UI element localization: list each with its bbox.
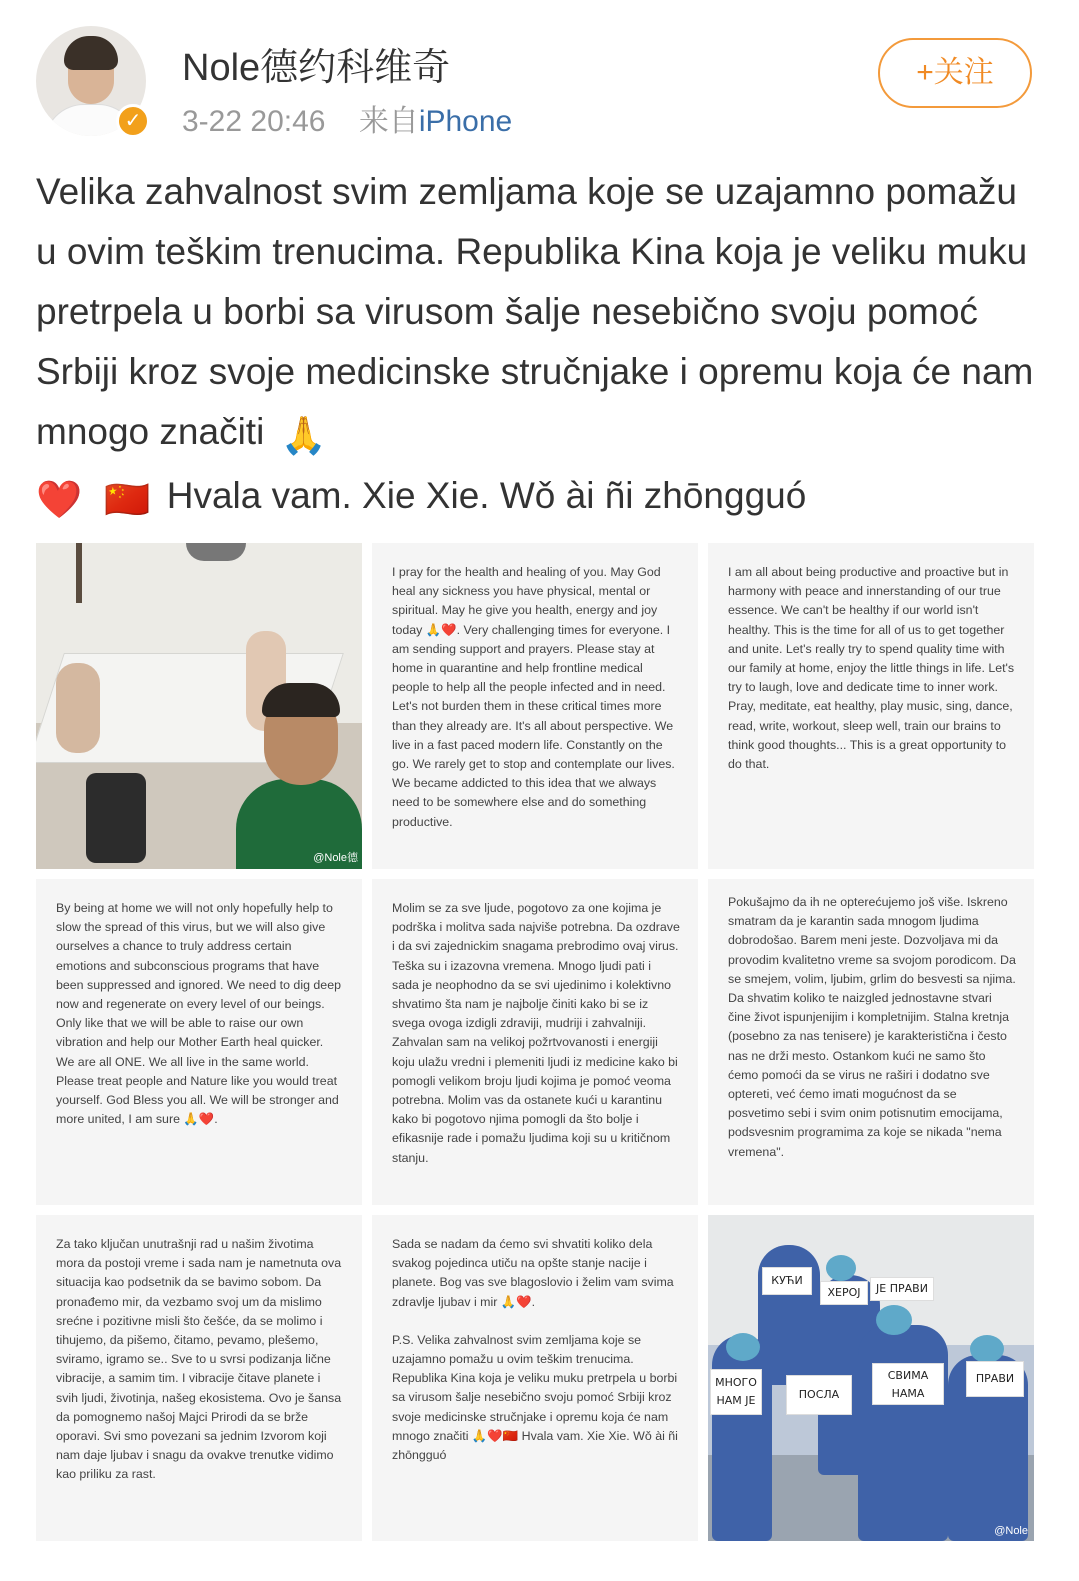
heart-emoji-icon: ❤️ [36, 479, 83, 520]
text-image-8[interactable] [372, 1215, 698, 1541]
post-text [36, 162, 1046, 530]
photo-sign: ПОСЛА [786, 1375, 852, 1415]
text-image-7[interactable] [36, 1215, 362, 1541]
post-time: 3-22 20:46 [182, 105, 326, 138]
china-flag-emoji-icon: 🇨🇳 [104, 479, 151, 520]
avatar[interactable] [36, 26, 146, 136]
photo-sign: КУЋИ [762, 1267, 812, 1295]
source-prefix: 来自 [358, 105, 419, 138]
text-image-content: By being at home we will not only hopefully help to slow the spread of this virus, but we will also give ourselves a chance to truly address certain emotions and subconscious programs that have been suppressed and ignored. We need to dig deep now and regenerate on every level of our beings. Only like that we will be able to raise our own vibration and help our Mother Earth heal quicker. We are all ONE. We all live in the same world. Please treat people and Nature like you would treat yourself. God Bless you all. We will be stronger and more united, I am sure 🙏❤️. [56, 901, 341, 1127]
text-image-6[interactable] [708, 879, 1034, 1205]
text-image-2[interactable] [372, 543, 698, 869]
post-text-end: Hvala vam. Xie Xie. Wǒ ài ñi zhōngguó [166, 475, 807, 516]
source-device[interactable]: iPhone [418, 105, 513, 138]
image-watermark: @Nole [994, 1525, 1028, 1537]
text-image-content [392, 1235, 680, 1465]
photo-sign: ХЕРОЈ [820, 1281, 868, 1305]
text-image-content: Pokušajmo da ih ne opterećujemo još više. Iskreno smatram da je karantin sada mnogom ljudima dobrodošao. Barem meni jeste. Dozvoljava mi da provodim kvalitetno vreme sa svojom porodicom. Da se smejem, volim, ljubim, grlim do besvesti sa njima. Da shvatim koliko te naizgled jednostavne stvari čine život ispunjenijim i kompletnijim. Stalna kretnja (posebno za nas tenisere) je karakteristična i često nas ne drži mesto. Ostankom kući ne samo što ćemo pomoći da se virus ne raširi i dodatno sve optereti, već ćemo imati mogućnost da se posvetimo sebi i svim onim potisnutim emocijama, podsvesnim programima za koje se nikada "nema vremena". [728, 895, 1016, 1159]
verified-badge-icon: ✓ [116, 104, 150, 138]
photo-sign: МНОГО НАМ ЈЕ [710, 1369, 762, 1415]
post-text-main: Velika zahvalnost svim zemljama koje se uzajamno pomažu u ovim teškim trenucima. Republika Kina koja je veliku muku pretrpela u borbi sa virusom šalje nesebično svoju pomoć Srbiji kroz svoje medicinske stručnjake i opremu koja će nam mnogo značiti [36, 171, 1034, 452]
text-image-4[interactable] [36, 879, 362, 1205]
photo-family-at-home[interactable] [36, 543, 362, 869]
text-image-paragraph: P.S. Velika zahvalnost svim zemljama koje se uzajamno pomažu u ovim teškim trenucima. Republika Kina koja je veliku muku pretrpela u borbi sa virusom šalje nesebično svoju pomoć Srbiji kroz svoje medicinske stručnjake i opremu koja će nam mnogo značiti 🙏❤️🇨🇳 Hvala vam. Xie Xie. Wǒ ài ñi zhōngguó [392, 1332, 678, 1463]
image-watermark: @Nole德 [313, 852, 358, 864]
post-meta [182, 96, 512, 140]
text-image-content: I am all about being productive and proactive but in harmony with peace and innerstanding of our true essence. We can't be healthy if our world isn't healthy. This is the time for all of us to get together and unite. Let's really try to spend quality time with our family at home, enjoy the little things in life. Let's try to laugh, love and dedicate time to inner work. Pray, meditate, eat healthy, play music, sing, dance, read, write, workout, sleep well, train our brains to think good thoughts... This is a great opportunity to do that. [728, 565, 1015, 772]
text-image-content: Za tako ključan unutrašnji rad u našim životima mora da postoji vreme i sada nam je nametnuta ova situacija kao podsetnik da se bavimo sobom. Da pronađemo mir, da vezbamo svoj um da mislimo srećne i pozitivne misli što češće, da se molimo i tihujemo, da pišemo, čitamo, pevamo, plešemo, sviramo, igramo se.. Sve to u svrsi podizanja lične vibracije, a samim tim. I vibracije čitave planete i svih ljudi, životinja, našeg ekosistema. Ovo je šansa da pomognemo našoj Majci Prirodi da se brže oporavi. Svi smo povezani sa jednim Izvorom koji nam daje ljubav i snagu da ovakve trenutke vidimo kao priliku za rast. [56, 1237, 342, 1482]
photo-medical-workers[interactable] [708, 1215, 1034, 1541]
photo-sign: СВИМА НАМА [872, 1363, 944, 1405]
text-image-paragraph: Sada se nadam da ćemo svi shvatiti koliko dela svakog pojedinca utiču na opšte stanje nacije i planete. Bog vas sve blagoslovio i želim vam svima zdravlje ljubav i mir 🙏❤️. [392, 1237, 674, 1309]
image-grid [36, 543, 1034, 1541]
text-image-5[interactable] [372, 879, 698, 1205]
text-image-content: Molim se za sve ljude, pogotovo za one kojima je podrška i molitva sada najviše potrebna. Da ozdrave i da svi zajednickim snagama prebrodimo ovaj virus. Teška su i izazovna vremena. Mnogo ljudi pati i sada je neophodno da se svi ujedinimo i kolektivno shvatimo šta nam je najbolje činiti kako bi se iz svega ovoga izdigli zdraviji, mudriji i zahvalniji. Zahvalan sam na velikoj požrtvovanosti i energiji koju ulažu vredni i plemeniti ljudi iz medicine kako bi pomogli velikom broju ljudi kojima je pomoć veoma potrebna. Molim vas da ostanete kući u karantinu kako bi pogotovo njima pomogli da što bolje i efikasnije rade i pomažu ljudima koji su u kritičnom stanju. [392, 901, 680, 1165]
username[interactable]: Nole德约科维奇 [182, 47, 451, 89]
text-image-3[interactable] [708, 543, 1034, 869]
post-header [0, 0, 1079, 150]
pray-emoji-icon: 🙏 [280, 415, 327, 456]
photo-sign: ПРАВИ [966, 1361, 1024, 1397]
text-image-content: I pray for the health and healing of you. May God heal any sickness you have physical, mental or spiritual. May he give you health, energy and joy today 🙏❤️. Very challenging times for everyone. I am sending support and prayers. Please stay at home in quarantine and help frontline medical people to help all the people infected and in need. Let's not burden them in these critical times more than they already are. It's all about perspective. We live in a fast paced modern life. Constantly on the go. We rarely get to stop and contemplate our lives. We became addicted to this idea that we always need to be somewhere else and do something productive. [392, 565, 675, 829]
follow-button[interactable]: +关注 [878, 38, 1032, 108]
photo-sign: ЈЕ ПРАВИ [870, 1277, 934, 1301]
